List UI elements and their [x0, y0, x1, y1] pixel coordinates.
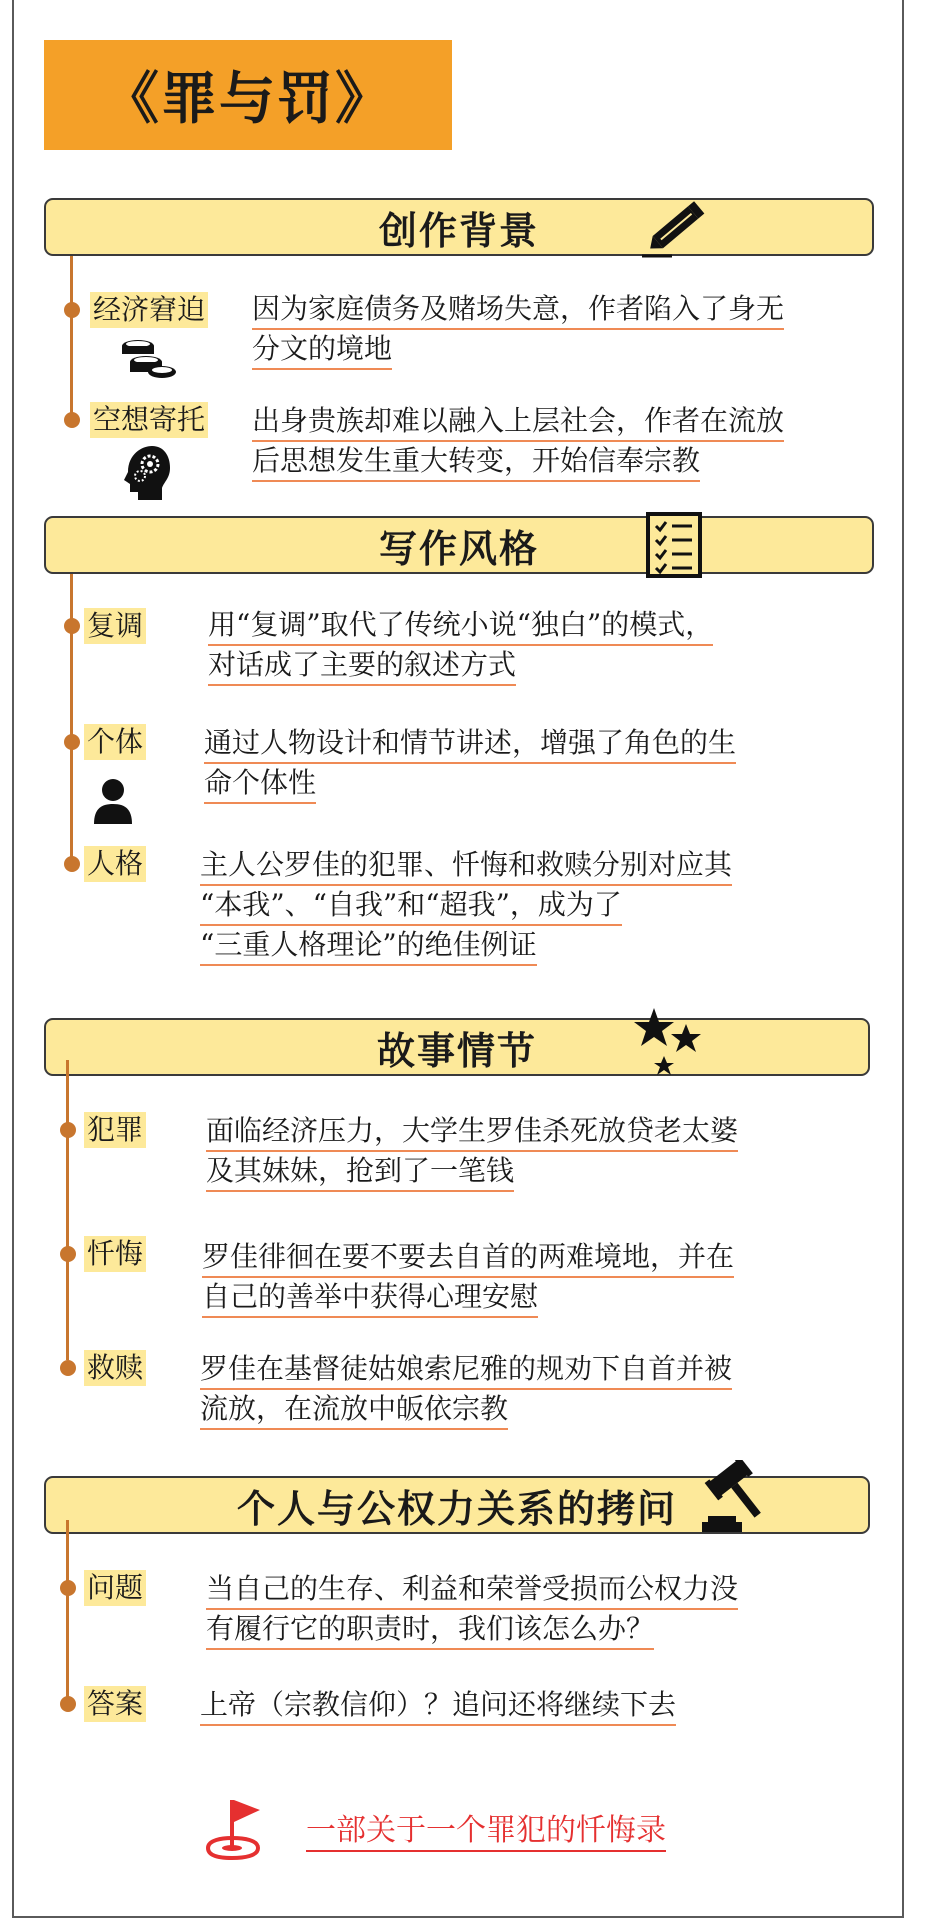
- timeline-dot: [60, 1246, 76, 1262]
- timeline-line: [66, 1060, 69, 1360]
- item-tag: 复调: [84, 608, 146, 644]
- section-header-background: [44, 198, 874, 256]
- item-description: 上帝（宗教信仰）？追问还将继续下去: [200, 1686, 676, 1726]
- section-title: 写作风格: [378, 525, 539, 571]
- item-description: 罗佳在基督徒姑娘索尼雅的规劝下自首并被 流放，在流放中皈依宗教: [200, 1350, 732, 1430]
- pencil-icon: [642, 194, 712, 258]
- page-title: 《罪与罚》: [103, 66, 393, 132]
- item-tag: 人格: [84, 846, 146, 882]
- item-description: 当自己的生存、利益和荣誉受损而公权力没 有履行它的职责时，我们该怎么办？: [206, 1570, 738, 1650]
- timeline-dot: [64, 734, 80, 750]
- timeline-dot: [60, 1696, 76, 1712]
- item-description: 面临经济压力，大学生罗佳杀死放贷老太婆 及其妹妹，抢到了一笔钱: [206, 1112, 738, 1192]
- flag-icon: [204, 1796, 264, 1862]
- item-description: 罗佳徘徊在要不要去自首的两难境地，并在 自己的善举中获得心理安慰: [202, 1238, 734, 1318]
- item-tag: 经济窘迫: [90, 292, 208, 328]
- item-tag: 忏悔: [84, 1236, 146, 1272]
- timeline-dot: [60, 1360, 76, 1376]
- timeline-line: [70, 256, 73, 420]
- item-description: 主人公罗佳的犯罪、忏悔和救赎分别对应其 “本我”、“自我”和“超我”，成为了 “三重人格理论”的绝佳例证: [200, 846, 732, 966]
- item-tag: 个体: [84, 724, 146, 760]
- timeline-dot: [60, 1122, 76, 1138]
- title-banner: [44, 40, 452, 150]
- item-tag: 空想寄托: [90, 402, 208, 438]
- item-description: 因为家庭债务及赌场失意，作者陷入了身无 分文的境地: [252, 290, 784, 370]
- timeline-line: [66, 1520, 69, 1700]
- item-description: 出身贵族却难以融入上层社会，作者在流放 后思想发生重大转变，开始信奉宗教: [252, 402, 784, 482]
- checklist-icon: [646, 512, 702, 578]
- item-tag: 问题: [84, 1570, 146, 1606]
- item-tag: 救赎: [84, 1350, 146, 1386]
- timeline-dot: [60, 1580, 76, 1596]
- item-description: 通过人物设计和情节讲述，增强了角色的生 命个体性: [204, 724, 736, 804]
- head-gears-icon: [120, 444, 172, 502]
- timeline-dot: [64, 302, 80, 318]
- timeline-dot: [64, 856, 80, 872]
- section-title: 个人与公权力关系的拷问: [236, 1485, 677, 1531]
- stars-icon: [634, 1006, 708, 1080]
- item-tag: 答案: [84, 1686, 146, 1722]
- section-title: 创作背景: [378, 207, 539, 253]
- gavel-icon: [698, 1460, 778, 1536]
- item-tag: 犯罪: [84, 1112, 146, 1148]
- timeline-dot: [64, 412, 80, 428]
- footer-tagline: 一部关于一个罪犯的忏悔录: [306, 1812, 666, 1852]
- timeline-dot: [64, 618, 80, 634]
- section-title: 故事情节: [376, 1027, 537, 1073]
- person-icon: [92, 778, 134, 824]
- section-header-style: [44, 516, 874, 574]
- coins-icon: [118, 334, 178, 382]
- item-description: 用“复调”取代了传统小说“独白”的模式， 对话成了主要的叙述方式: [208, 606, 713, 686]
- section-header-question: [44, 1476, 870, 1534]
- section-header-plot: [44, 1018, 870, 1076]
